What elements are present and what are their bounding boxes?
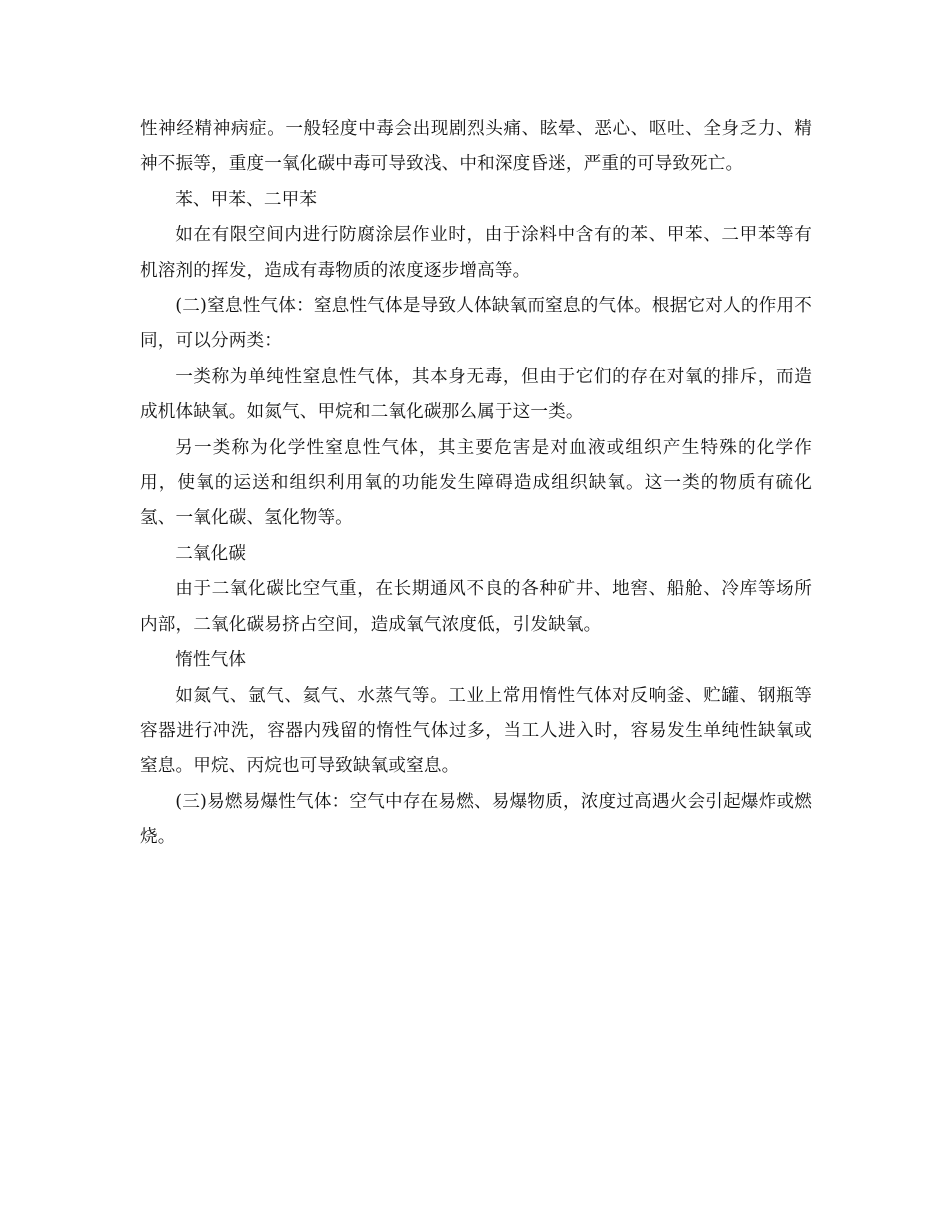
paragraph-chemical-asphyxiants: 另一类称为化学性窒息性气体，其主要危害是对血液或组织产生特殊的化学作用，使氧的运送和组织利用氧的功能发生障碍造成组织缺氧。这一类的物质有硫化氢、一氧化碳、氢化物等。 — [140, 437, 812, 529]
paragraph-carbon-dioxide: 由于二氧化碳比空气重，在长期通风不良的各种矿井、地窖、船舱、冷库等场所内部，二氧化碳易挤占空间，造成氧气浓度低，引发缺氧。 — [140, 579, 812, 635]
paragraph-flammable-gases: (三)易燃易爆性气体：空气中存在易燃、易爆物质，浓度过高遇火会引起爆炸或燃烧。 — [140, 791, 812, 848]
heading-inert-gases: 惰性气体 — [175, 650, 247, 671]
paragraph-continued-symptoms: 性神经精神病症。一般轻度中毒会出现剧烈头痛、眩晕、恶心、呕吐、全身乏力、精神不振等，重度一氧化碳中毒可导致浅、中和深度昏迷，严重的可导致死亡。 — [140, 119, 812, 175]
paragraph-asphyxiant-gases: (二)窒息性气体：窒息性气体是导致人体缺氧而窒息的气体。根据它对人的作用不同，可以分两类： — [140, 296, 812, 352]
paragraph-simple-asphyxiants: 一类称为单纯性窒息性气体，其本身无毒，但由于它们的存在对氧的排斥，而造成机体缺氧。如氮气、甲烷和二氧化碳那么属于这一类。 — [140, 366, 812, 423]
heading-carbon-dioxide: 二氧化碳 — [175, 543, 247, 564]
paragraph-benzene: 如在有限空间内进行防腐涂层作业时，由于涂料中含有的苯、甲苯、二甲苯等有机溶剂的挥发，造成有毒物质的浓度逐步增高等。 — [140, 225, 812, 281]
document-body — [140, 112, 812, 856]
paragraph-inert-gases: 如氮气、氩气、氦气、水蒸气等。工业上常用惰性气体对反响釜、贮罐、钢瓶等容器进行冲洗，容器内残留的惰性气体过多，当工人进入时，容易发生单纯性缺氧或窒息。甲烷、丙烷也可导致缺氧或窒息。 — [140, 685, 812, 777]
heading-benzene: 苯、甲苯、二甲苯 — [175, 189, 318, 210]
